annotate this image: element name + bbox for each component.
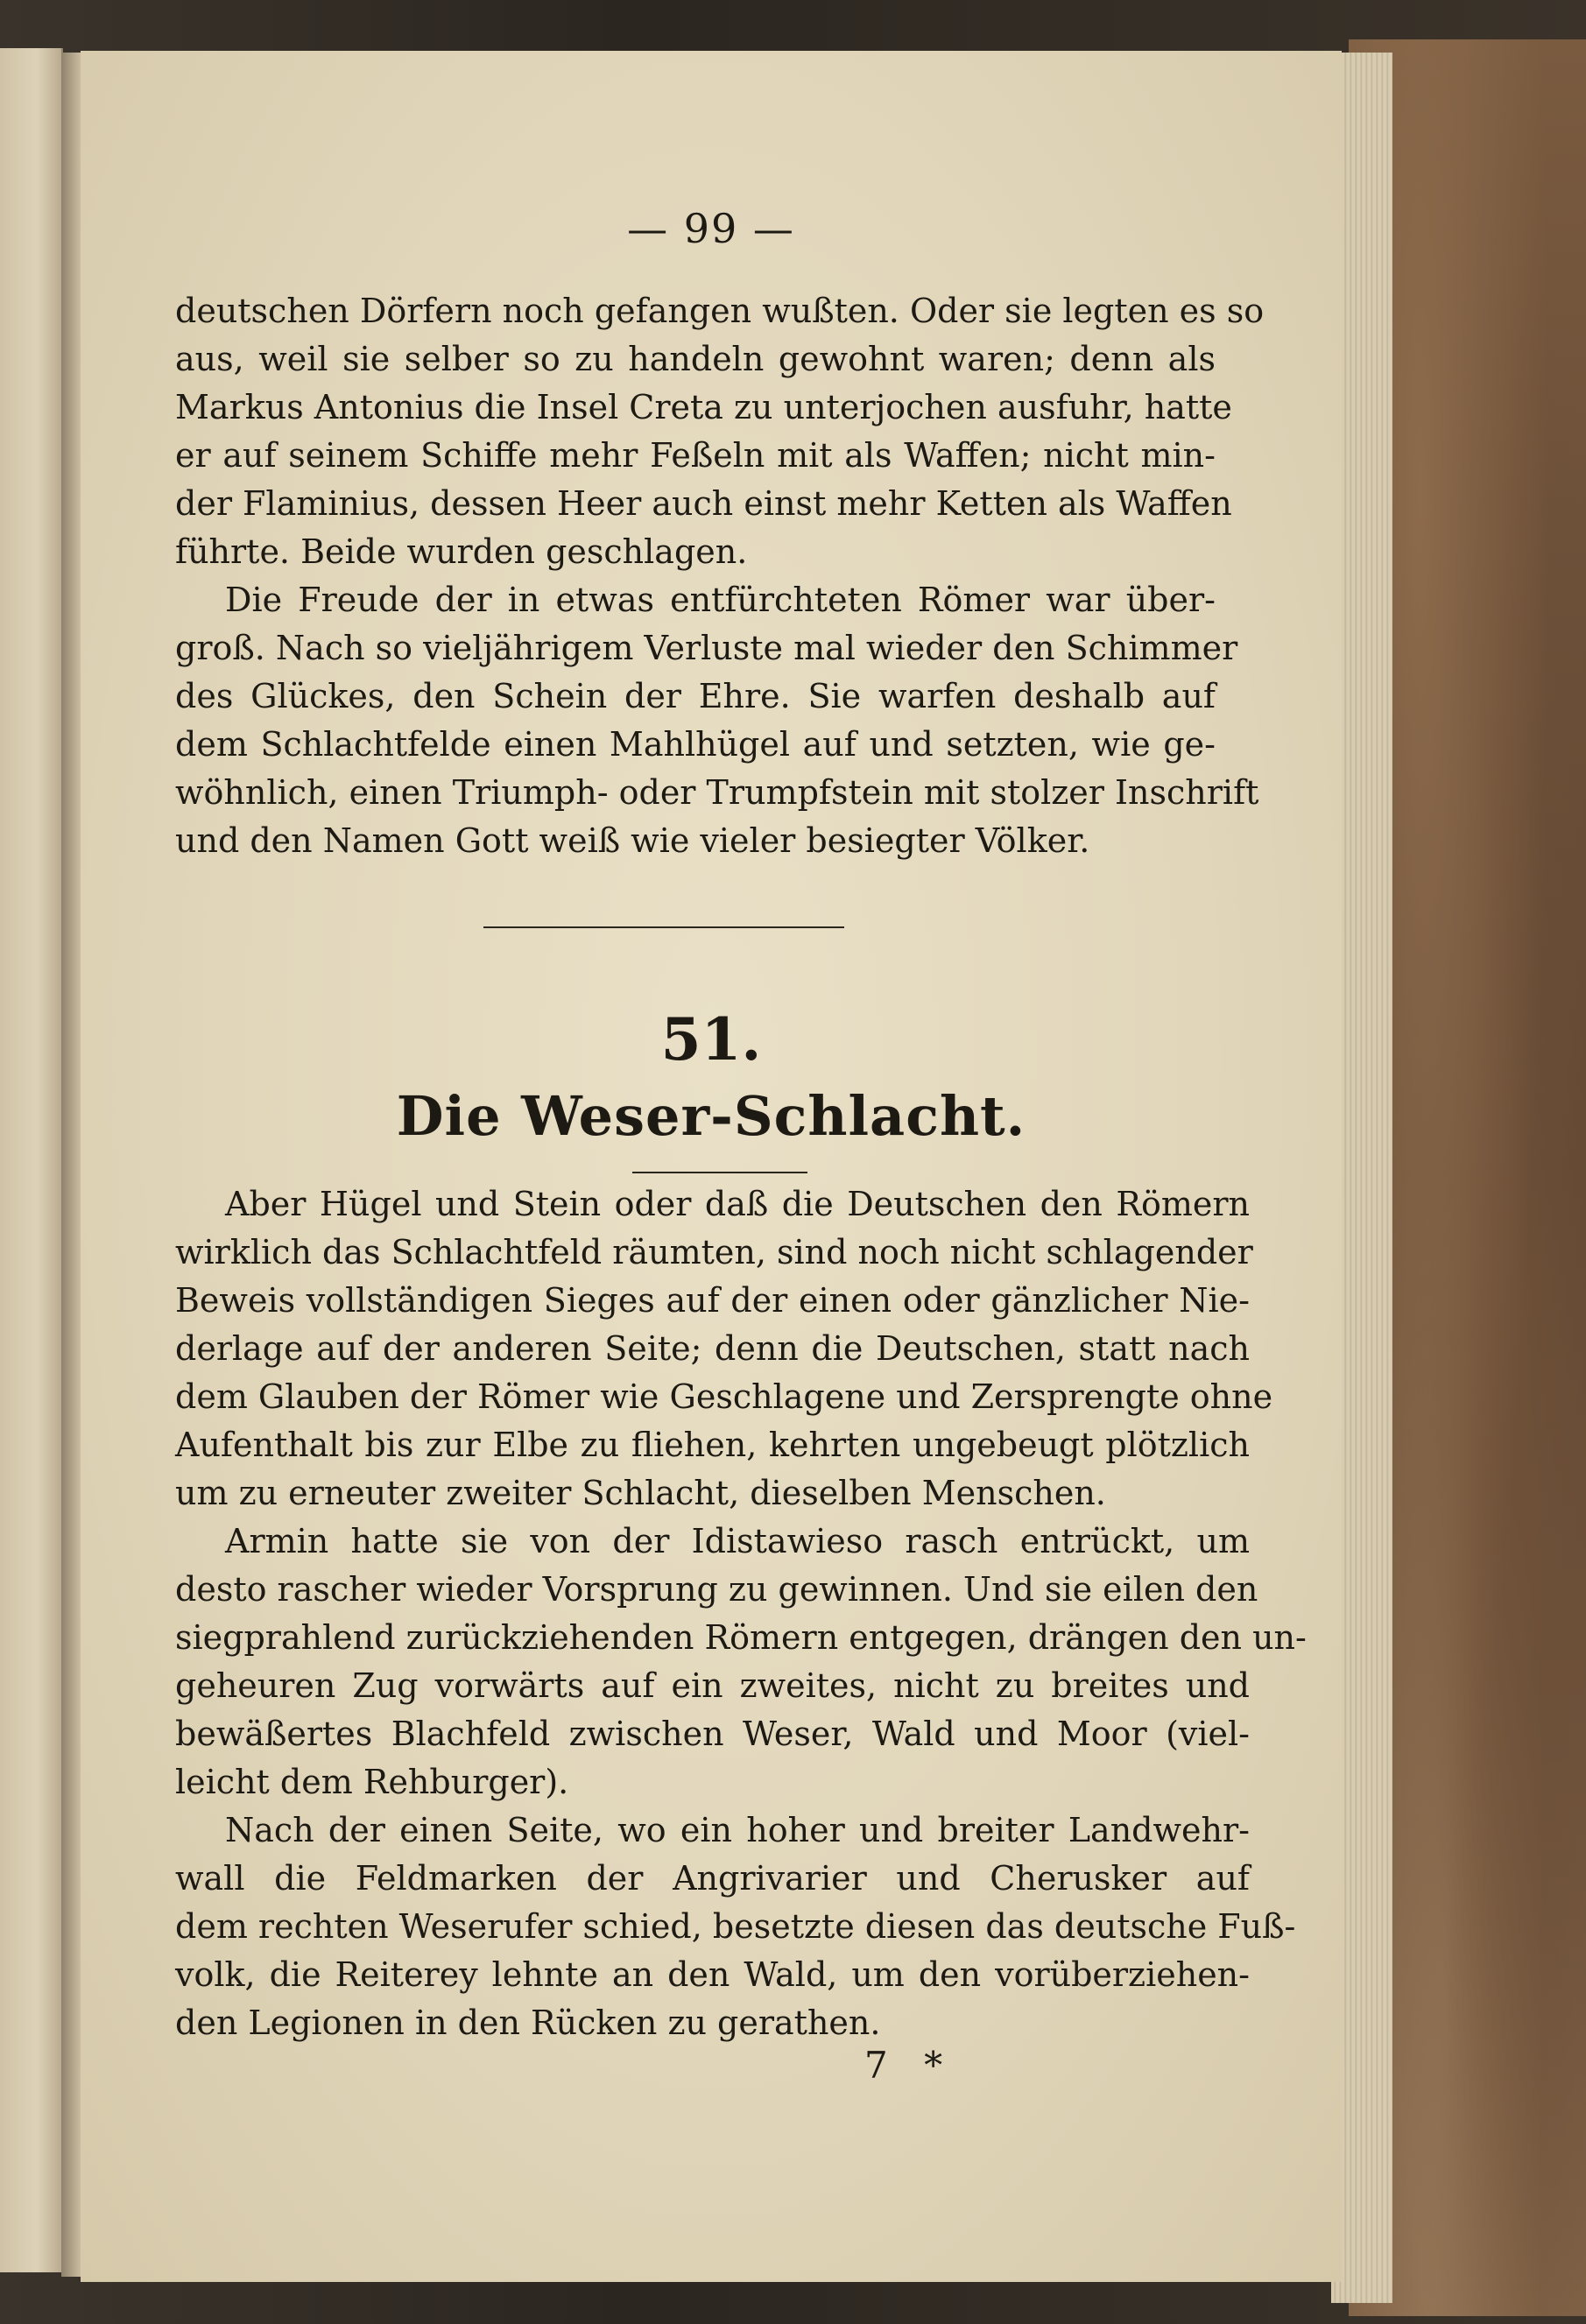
text-line: um zu erneuter zweiter Schlacht, dieselben Menschen.: [175, 1474, 1106, 1512]
text-line: leicht dem Rehburger).: [175, 1763, 569, 1801]
text-line: volk, die Reiterey lehnte an den Wald, um den vorüberziehen-: [175, 1955, 1250, 1994]
chapter-number: 51.: [660, 1005, 762, 1074]
text-line: geheuren Zug vorwärts auf ein zweites, nicht zu breites und: [175, 1666, 1250, 1705]
facing-page-edge: [0, 48, 63, 2272]
book-page: [81, 51, 1342, 2282]
text-line: Aber Hügel und Stein oder daß die Deutschen den Römern: [225, 1185, 1250, 1223]
page-number: — 99 —: [627, 205, 795, 252]
text-line: bewäßertes Blachfeld zwischen Weser, Wald und Moor (viel-: [175, 1715, 1250, 1753]
text-line: wöhnlich, einen Triumph- oder Trumpfstein mit stolzer Inschrift: [175, 773, 1259, 812]
text-line: wall die Feldmarken der Angrivarier und Cherusker auf: [175, 1859, 1250, 1898]
text-line: Die Freude der in etwas entfürchteten Römer war über-: [225, 581, 1216, 619]
book-gutter: [61, 53, 81, 2277]
text-line: wirklich das Schlachtfeld räumten, sind noch nicht schlagender: [175, 1233, 1253, 1271]
text-line: Nach der einen Seite, wo ein hoher und breiter Landwehr-: [225, 1811, 1250, 1849]
chapter-title: Die Weser-Schlacht.: [396, 1084, 1026, 1148]
text-line: und den Namen Gott weiß wie vieler besiegter Völker.: [175, 821, 1090, 860]
text-line: des Glückes, den Schein der Ehre. Sie warfen deshalb auf: [175, 677, 1216, 715]
title-underline: [632, 1172, 807, 1173]
text-line: Armin hatte sie von der Idistawieso rasch entrückt, um: [225, 1522, 1250, 1560]
text-line: den Legionen in den Rücken zu gerathen.: [175, 2004, 881, 2042]
text-line: aus, weil sie selber so zu handeln gewohnt waren; denn als: [175, 340, 1216, 378]
text-line: führte. Beide wurden geschlagen.: [175, 532, 748, 571]
section-divider: [483, 926, 844, 928]
text-line: deutschen Dörfern noch gefangen wußten. Oder sie legten es so: [175, 292, 1265, 330]
text-line: dem Schlachtfelde einen Mahlhügel auf und setzten, wie ge-: [175, 725, 1216, 764]
text-line: dem rechten Weserufer schied, besetzte diesen das deutsche Fuß-: [175, 1907, 1296, 1946]
text-line: groß. Nach so vieljährigem Verluste mal wieder den Schimmer: [175, 629, 1238, 667]
text-line: siegprahlend zurückziehenden Römern entgegen, drängen den un-: [175, 1618, 1307, 1657]
text-line: der Flaminius, dessen Heer auch einst mehr Ketten als Waffen: [175, 484, 1232, 523]
text-line: Aufenthalt bis zur Elbe zu fliehen, kehrten ungebeugt plötzlich: [175, 1426, 1250, 1464]
text-line: derlage auf der anderen Seite; denn die Deutschen, statt nach: [175, 1329, 1250, 1368]
text-line: Beweis vollständigen Sieges auf der einen oder gänzlicher Nie-: [175, 1281, 1250, 1320]
signature-mark: 7 *: [864, 2044, 955, 2087]
text-line: er auf seinem Schiffe mehr Feßeln mit als Waffen; nicht min-: [175, 436, 1216, 475]
text-line: Markus Antonius die Insel Creta zu unterjochen ausfuhr, hatte: [175, 388, 1232, 426]
text-line: dem Glauben der Römer wie Geschlagene und Zersprengte ohne: [175, 1377, 1273, 1416]
text-line: desto rascher wieder Vorsprung zu gewinnen. Und sie eilen den: [175, 1570, 1258, 1609]
